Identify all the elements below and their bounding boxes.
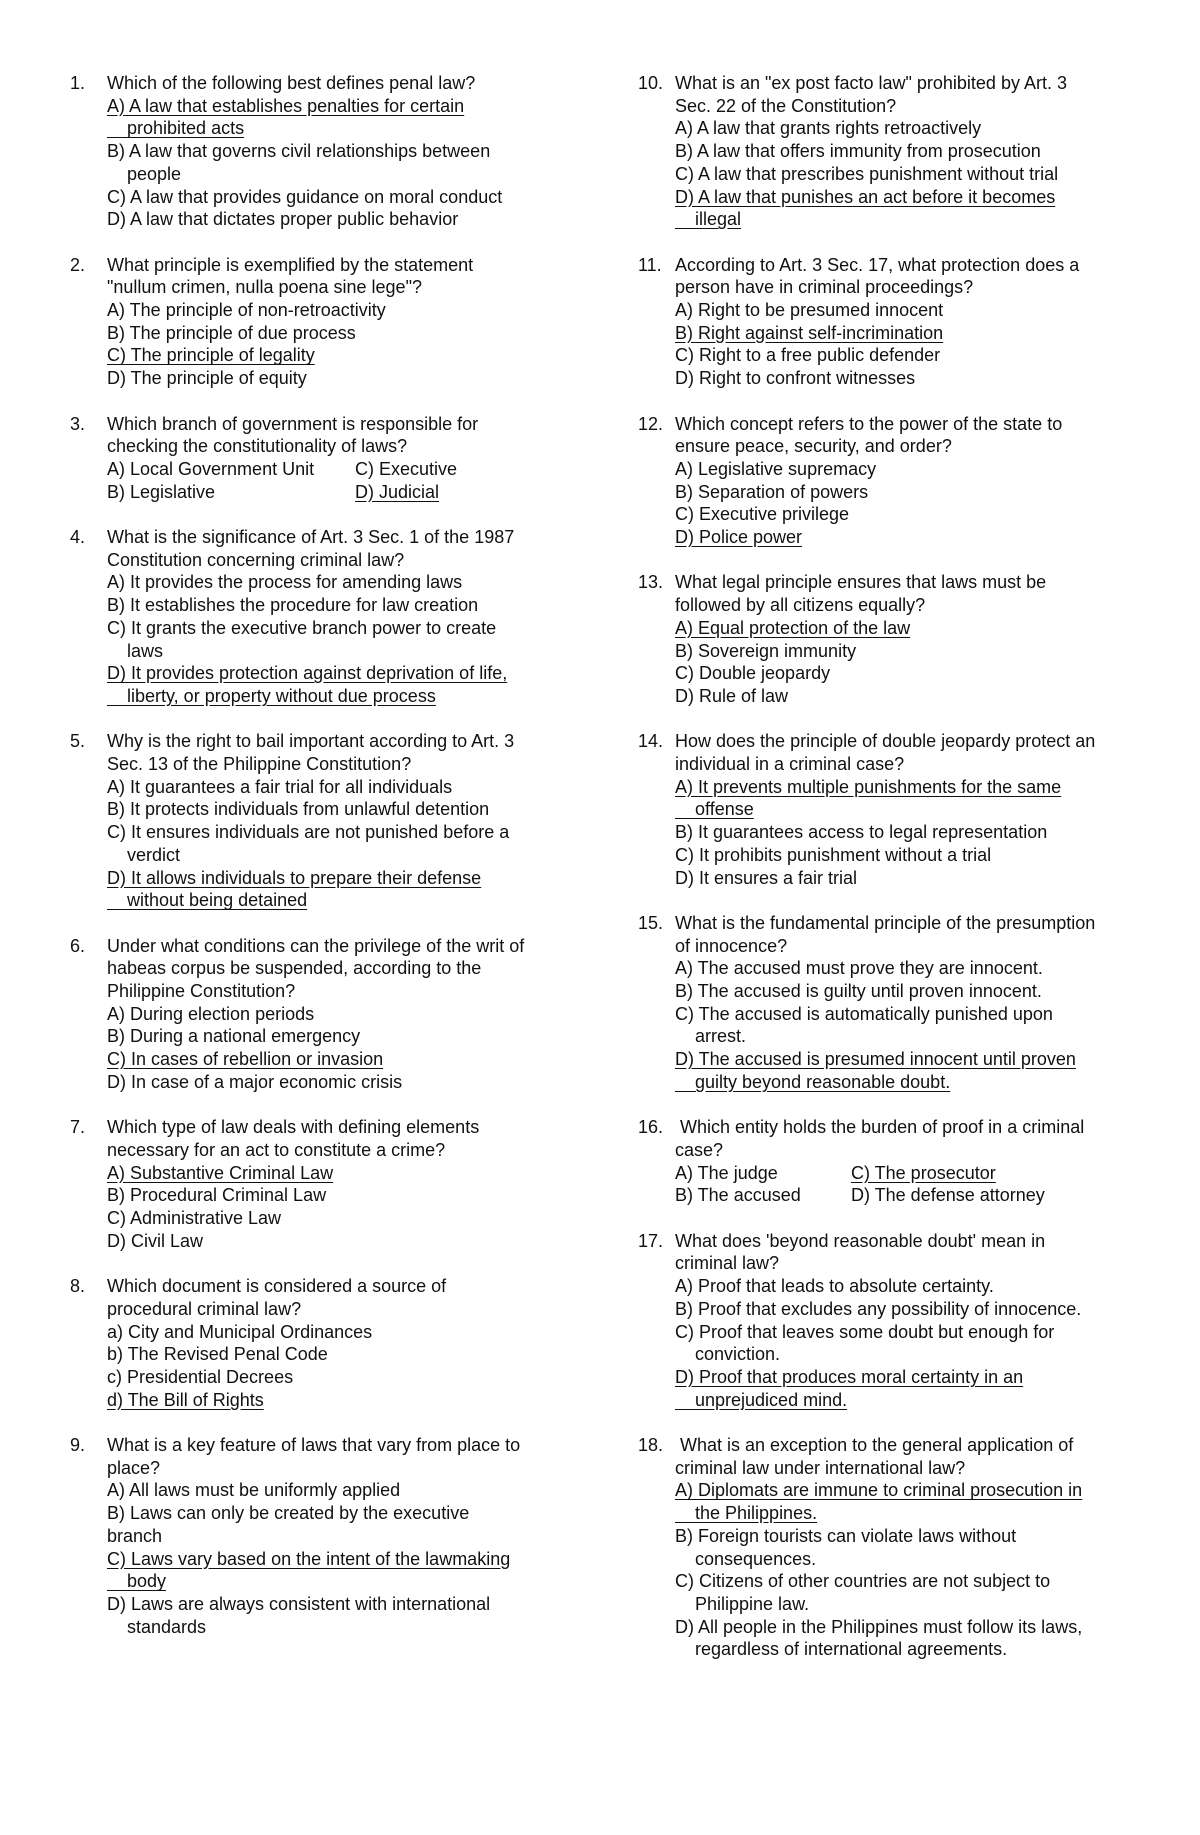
question-text: necessary for an act to constitute a crime? — [107, 1139, 446, 1160]
option-text: C) The principle of legality — [107, 345, 315, 366]
answer-option — [675, 867, 1153, 890]
option-row — [107, 458, 570, 481]
option-text: C) Laws vary based on the intent of the lawmaking — [107, 1548, 511, 1569]
option-text: B) Sovereign immunity — [675, 640, 857, 661]
question-text: What is the fundamental principle of the presumption — [675, 912, 1096, 933]
option-text: consequences. — [675, 1548, 817, 1569]
option-text: B) A law that offers immunity from prosecution — [675, 141, 1041, 162]
option-text: conviction. — [675, 1344, 781, 1365]
answer-option-correct — [675, 617, 1153, 640]
question-item — [638, 912, 1153, 1094]
option-text: D) It allows individuals to prepare their defense — [107, 867, 482, 888]
option-text: C) Double jeopardy — [675, 663, 831, 684]
answer-option — [675, 640, 1153, 663]
answer-option-correct — [107, 662, 570, 707]
option-text: D) Rule of law — [675, 685, 789, 706]
answer-option: B) Legislative — [107, 481, 216, 502]
answer-option-correct — [675, 322, 1153, 345]
answer-option-correct — [107, 867, 570, 912]
question-text: Why is the right to bail important according to Art. 3 — [107, 731, 515, 752]
answer-option — [107, 299, 570, 322]
question-item — [70, 72, 570, 231]
question-text: What is an exception to the general application of — [675, 1435, 1074, 1456]
option-text: D) Laws are always consistent with international — [107, 1593, 491, 1614]
answer-option-correct — [675, 1366, 1153, 1411]
option-text: regardless of international agreements. — [675, 1639, 1008, 1660]
option-text: A) Proof that leads to absolute certainty. — [675, 1276, 994, 1297]
option-text: D) Right to confront witnesses — [675, 368, 916, 389]
question-text: of innocence? — [675, 935, 788, 956]
option-row — [675, 1184, 1153, 1207]
option-text: illegal — [675, 209, 742, 230]
option-text: C) Right to a free public defender — [675, 345, 941, 366]
question-text: Which branch of government is responsible for — [107, 413, 479, 434]
question-number: 16. — [638, 1117, 664, 1138]
option-text: B) Proof that excludes any possibility of innocence. — [675, 1298, 1082, 1319]
option-text: d) The Bill of Rights — [107, 1389, 264, 1410]
option-text: A) Legislative supremacy — [675, 458, 877, 479]
option-text: B) It guarantees access to legal representation — [675, 822, 1048, 843]
answer-option — [675, 1616, 1153, 1661]
answer-option: B) The accused — [675, 1185, 801, 1206]
answer-option — [675, 344, 1153, 367]
answer-option — [675, 662, 1153, 685]
option-text: A) All laws must be uniformly applied — [107, 1480, 401, 1501]
question-number: 4. — [70, 527, 86, 548]
option-text: B) A law that governs civil relationships between — [107, 141, 491, 162]
answer-option — [107, 1025, 570, 1048]
question-number: 15. — [638, 912, 664, 933]
option-text: D) Civil Law — [107, 1230, 204, 1251]
question-item — [70, 935, 570, 1094]
option-text: B) Right against self-incrimination — [675, 322, 944, 343]
question-text: ensure peace, security, and order? — [675, 436, 952, 457]
option-text: Philippine law. — [675, 1593, 810, 1614]
answer-option-correct: D) Judicial — [355, 481, 440, 502]
option-text: guilty beyond reasonable doubt. — [675, 1071, 951, 1092]
option-text: D) The accused is presumed innocent until proven — [675, 1049, 1076, 1070]
answer-option: A) The judge — [675, 1162, 778, 1183]
answer-option — [675, 1525, 1153, 1570]
answer-option — [107, 140, 570, 185]
option-text: body — [107, 1571, 167, 1592]
answer-option: C) Executive — [355, 458, 458, 479]
option-text: A) It guarantees a fair trial for all individuals — [107, 776, 453, 797]
answer-option — [675, 140, 1153, 163]
question-text: According to Art. 3 Sec. 17, what protection does a — [675, 254, 1080, 275]
question-number: 6. — [70, 935, 86, 956]
answer-option — [675, 117, 1153, 140]
question-text: procedural criminal law? — [107, 1298, 302, 1319]
answer-option-correct — [675, 186, 1153, 231]
option-text: D) The principle of equity — [107, 368, 307, 389]
question-number: 1. — [70, 73, 86, 93]
option-text: C) Proof that leaves some doubt but enough for — [675, 1321, 1055, 1342]
question-number: 10. — [638, 73, 664, 93]
question-text: "nullum crimen, nulla poena sine lege"? — [107, 277, 422, 298]
question-item — [638, 730, 1153, 889]
answer-option-correct — [675, 1048, 1153, 1093]
option-text: c) Presidential Decrees — [107, 1366, 294, 1387]
option-text: A) During election periods — [107, 1003, 315, 1024]
answer-option — [675, 163, 1153, 186]
option-text: A) Diplomats are immune to criminal prosecution in — [675, 1480, 1083, 1501]
answer-option — [675, 821, 1153, 844]
question-number: 2. — [70, 254, 86, 275]
option-text: A) It provides the process for amending laws — [107, 572, 463, 593]
question-text: Which of the following best defines penal law? — [107, 73, 476, 93]
option-text: A) It prevents multiple punishments for the same — [675, 776, 1062, 797]
question-number: 17. — [638, 1230, 664, 1251]
option-text: B) Separation of powers — [675, 481, 869, 502]
option-text: D) Police power — [675, 527, 803, 548]
answer-option-correct — [107, 1389, 570, 1412]
answer-option — [107, 186, 570, 209]
answer-option-correct — [107, 1548, 570, 1593]
option-text: B) The principle of due process — [107, 322, 356, 343]
answer-option — [675, 458, 1153, 481]
question-number: 18. — [638, 1435, 664, 1456]
option-text: verdict — [107, 844, 181, 865]
answer-option — [675, 980, 1153, 1003]
answer-option — [107, 1071, 570, 1094]
option-text: without being detained — [107, 890, 308, 911]
option-text: branch — [107, 1525, 163, 1546]
question-text: What is the significance of Art. 3 Sec. 1 of the 1987 — [107, 527, 515, 548]
answer-option — [107, 571, 570, 594]
question-text: checking the constitutionality of laws? — [107, 436, 408, 457]
question-text: Which document is considered a source of — [107, 1276, 447, 1297]
answer-option — [107, 1366, 570, 1389]
option-text: C) In cases of rebellion or invasion — [107, 1049, 384, 1070]
option-text: A) Equal protection of the law — [675, 617, 911, 638]
question-text: individual in a criminal case? — [675, 754, 905, 775]
question-item — [638, 413, 1153, 549]
question-text: place? — [107, 1457, 161, 1478]
option-text: standards — [107, 1616, 207, 1637]
option-text: C) A law that provides guidance on moral conduct — [107, 186, 503, 207]
question-text: Which type of law deals with defining elements — [107, 1117, 480, 1138]
option-text: C) Administrative Law — [107, 1208, 282, 1229]
question-number: 13. — [638, 572, 664, 593]
option-text: C) A law that prescribes punishment without trial — [675, 163, 1059, 184]
question-text: Which concept refers to the power of the state to — [675, 413, 1063, 434]
question-number: 5. — [70, 731, 86, 752]
question-text: followed by all citizens equally? — [675, 595, 926, 616]
question-number: 14. — [638, 731, 664, 752]
option-text: D) In case of a major economic crisis — [107, 1071, 403, 1092]
answer-option — [107, 1479, 570, 1502]
answer-option — [675, 503, 1153, 526]
option-text: b) The Revised Penal Code — [107, 1344, 328, 1365]
option-text: D) It provides protection against deprivation of life, — [107, 663, 508, 684]
question-text: Sec. 13 of the Philippine Constitution? — [107, 754, 412, 775]
answer-option — [107, 1321, 570, 1344]
answer-option — [107, 594, 570, 617]
question-text: criminal law? — [675, 1253, 780, 1274]
option-text: A) Right to be presumed innocent — [675, 300, 944, 321]
answer-option-correct — [107, 95, 570, 140]
answer-option — [675, 367, 1153, 390]
option-text: offense — [675, 799, 754, 820]
answer-option — [107, 1502, 570, 1547]
question-text: What is a key feature of laws that vary from place to — [107, 1435, 521, 1456]
question-text: What is an "ex post facto law" prohibited by Art. 3 — [675, 73, 1067, 93]
question-item — [70, 730, 570, 912]
option-text: C) It grants the executive branch power to create — [107, 617, 497, 638]
answer-option-correct: C) The prosecutor — [851, 1162, 996, 1183]
question-text: criminal law under international law? — [675, 1457, 966, 1478]
answer-option-correct — [675, 526, 1153, 549]
answer-option — [675, 685, 1153, 708]
option-text: A) Substantive Criminal Law — [107, 1162, 334, 1183]
question-number: 8. — [70, 1276, 86, 1297]
question-item — [70, 254, 570, 390]
answer-option — [107, 1593, 570, 1638]
answer-option — [107, 208, 570, 231]
option-text: prohibited acts — [107, 118, 245, 139]
question-number: 9. — [70, 1435, 86, 1456]
option-text: C) Executive privilege — [675, 504, 850, 525]
question-text: person have in criminal proceedings? — [675, 277, 974, 298]
question-number: 3. — [70, 413, 86, 434]
question-text: Sec. 22 of the Constitution? — [675, 95, 897, 116]
answer-option — [107, 1343, 570, 1366]
option-text: B) Foreign tourists can violate laws without — [675, 1525, 1017, 1546]
question-item — [638, 1230, 1153, 1412]
option-text: A) A law that grants rights retroactively — [675, 118, 982, 139]
answer-option — [107, 1207, 570, 1230]
question-text: Philippine Constitution? — [107, 981, 296, 1002]
question-text: What does 'beyond reasonable doubt' mean in — [675, 1230, 1046, 1251]
question-text: What principle is exemplified by the statement — [107, 254, 474, 275]
option-text: B) It protects individuals from unlawful detention — [107, 799, 490, 820]
answer-option-correct — [675, 1479, 1153, 1524]
option-row — [107, 481, 570, 504]
option-text: liberty, or property without due process — [107, 685, 436, 706]
answer-option — [107, 821, 570, 866]
answer-option — [675, 1003, 1153, 1048]
answer-option — [107, 798, 570, 821]
option-text: C) Citizens of other countries are not subject to — [675, 1571, 1051, 1592]
answer-option — [107, 1230, 570, 1253]
question-text: Which entity holds the burden of proof in a criminal — [675, 1117, 1085, 1138]
option-text: B) It establishes the procedure for law creation — [107, 595, 479, 616]
option-text: B) Procedural Criminal Law — [107, 1185, 327, 1206]
answer-option: A) Local Government Unit — [107, 458, 315, 479]
option-text: C) The accused is automatically punished upon — [675, 1003, 1053, 1024]
answer-option — [675, 1275, 1153, 1298]
answer-option — [675, 299, 1153, 322]
option-text: D) It ensures a fair trial — [675, 867, 858, 888]
answer-option-correct — [107, 1048, 570, 1071]
option-text: arrest. — [675, 1026, 747, 1047]
option-text: B) The accused is guilty until proven innocent. — [675, 981, 1042, 1002]
question-item — [70, 1116, 570, 1252]
question-item — [638, 1434, 1153, 1661]
right-column — [638, 72, 1153, 1684]
option-text: D) Proof that produces moral certainty in an — [675, 1366, 1024, 1387]
option-text: people — [107, 163, 182, 184]
question-text: habeas corpus be suspended, according to the — [107, 958, 482, 979]
question-item — [638, 72, 1153, 231]
answer-option-correct — [675, 776, 1153, 821]
option-text: A) The principle of non-retroactivity — [107, 300, 386, 321]
question-text: Constitution concerning criminal law? — [107, 549, 405, 570]
answer-option — [675, 957, 1153, 980]
option-text: B) During a national emergency — [107, 1026, 361, 1047]
option-text: unprejudiced mind. — [675, 1389, 848, 1410]
answer-option — [107, 776, 570, 799]
answer-option — [107, 1184, 570, 1207]
question-item — [638, 1116, 1153, 1207]
answer-option — [675, 1570, 1153, 1615]
option-text: D) A law that punishes an act before it becomes — [675, 186, 1056, 207]
question-item — [70, 413, 570, 504]
answer-option — [107, 1003, 570, 1026]
answer-option — [675, 844, 1153, 867]
answer-option-correct — [107, 1162, 570, 1185]
question-item — [70, 1275, 570, 1411]
question-text: What legal principle ensures that laws must be — [675, 572, 1047, 593]
answer-option: D) The defense attorney — [851, 1185, 1045, 1206]
option-row — [675, 1162, 1153, 1185]
question-item — [638, 254, 1153, 390]
question-item — [70, 526, 570, 708]
question-text: Under what conditions can the privilege of the writ of — [107, 935, 525, 956]
question-text: How does the principle of double jeopardy protect an — [675, 731, 1096, 752]
option-text: D) A law that dictates proper public behavior — [107, 209, 459, 230]
answer-option — [107, 367, 570, 390]
answer-option — [675, 1321, 1153, 1366]
option-text: C) It prohibits punishment without a trial — [675, 844, 992, 865]
left-column — [70, 72, 570, 1661]
question-number: 12. — [638, 413, 664, 434]
question-item — [638, 571, 1153, 707]
option-text: C) It ensures individuals are not punished before a — [107, 822, 510, 843]
question-text: case? — [675, 1139, 724, 1160]
option-text: B) Laws can only be created by the executive — [107, 1503, 470, 1524]
answer-option-correct — [107, 344, 570, 367]
question-number: 11. — [638, 254, 662, 275]
answer-option — [675, 481, 1153, 504]
answer-option — [107, 617, 570, 662]
option-text: A) The accused must prove they are innocent. — [675, 958, 1043, 979]
option-text: a) City and Municipal Ordinances — [107, 1321, 373, 1342]
option-text: the Philippines. — [675, 1503, 818, 1524]
question-item — [70, 1434, 570, 1638]
answer-option — [675, 1298, 1153, 1321]
option-text: D) All people in the Philippines must follow its laws, — [675, 1616, 1083, 1637]
answer-option — [107, 322, 570, 345]
question-number: 7. — [70, 1117, 86, 1138]
option-text: A) A law that establishes penalties for certain — [107, 95, 465, 116]
option-text: laws — [107, 640, 164, 661]
